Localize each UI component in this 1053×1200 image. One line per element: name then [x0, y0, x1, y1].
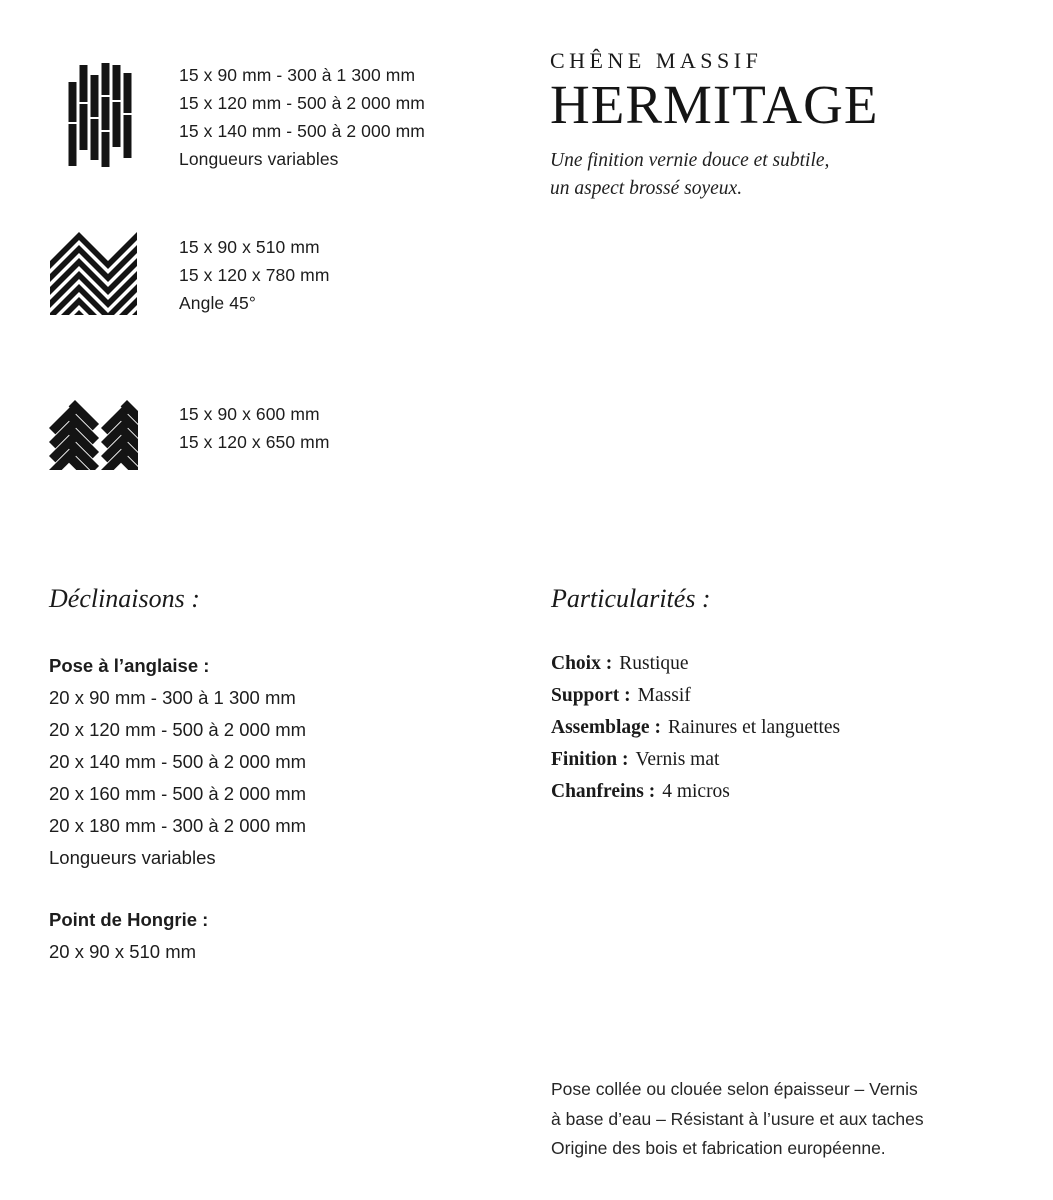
dimension-line: 20 x 180 mm - 300 à 2 000 mm	[49, 815, 307, 836]
particularite-label: Support :	[551, 685, 631, 706]
particularite-label: Finition :	[551, 749, 629, 770]
chevron-parquet-icon	[50, 228, 137, 315]
spec-line: Angle 45°	[179, 293, 256, 313]
format-chevron-specs	[179, 233, 330, 317]
product-name: HERMITAGE	[550, 74, 879, 135]
particularite-value: Rustique	[619, 653, 689, 674]
tagline-line: un aspect brossé soyeux.	[550, 178, 743, 199]
point-de-hongrie-block	[49, 904, 208, 968]
spec-line: 15 x 90 x 600 mm	[179, 404, 320, 424]
particularite-value: Massif	[637, 685, 691, 706]
pose-anglaise-title: Pose à l’anglaise :	[49, 655, 210, 676]
particularite-value: 4 micros	[662, 781, 730, 802]
particularite-row	[551, 680, 840, 712]
spec-line: Longueurs variables	[179, 149, 339, 169]
particularites-rows	[551, 648, 840, 808]
dimension-line: 20 x 120 mm - 500 à 2 000 mm	[49, 719, 307, 740]
particularites-heading: Particularités :	[551, 584, 711, 613]
particularite-row	[551, 776, 840, 808]
particularite-value: Rainures et languettes	[667, 717, 841, 738]
tagline-line: Une finition vernie douce et subtile,	[550, 150, 830, 171]
spec-line: 15 x 90 mm - 300 à 1 300 mm	[179, 65, 416, 85]
particularite-label: Choix :	[551, 653, 613, 674]
particularite-label: Chanfreins :	[551, 781, 656, 802]
spec-line: 15 x 140 mm - 500 à 2 000 mm	[179, 121, 425, 141]
random-length-planks-icon	[68, 60, 132, 170]
particularite-row	[551, 648, 840, 680]
footer-line: Pose collée ou clouée selon épaisseur – Vernis	[551, 1079, 918, 1099]
footer-line: à base d’eau – Résistant à l’usure et aux taches	[551, 1108, 924, 1129]
dimension-line: Longueurs variables	[49, 847, 216, 868]
declinaisons-heading: Déclinaisons :	[49, 584, 200, 613]
footer-note	[551, 1075, 924, 1164]
dimension-line: 20 x 90 x 510 mm	[49, 941, 197, 962]
dimension-line: 20 x 160 mm - 500 à 2 000 mm	[49, 783, 307, 804]
product-tagline	[550, 147, 878, 203]
brand-block	[550, 48, 878, 203]
product-kicker: CHÊNE MASSIF	[550, 48, 763, 73]
format-random-planks-specs	[179, 61, 425, 173]
particularite-row	[551, 744, 840, 776]
particularite-row	[551, 712, 840, 744]
format-herringbone-specs	[179, 400, 330, 456]
pose-anglaise-block	[49, 650, 306, 874]
dimension-line: 20 x 140 mm - 500 à 2 000 mm	[49, 751, 307, 772]
point-de-hongrie-title: Point de Hongrie :	[49, 909, 209, 930]
particularite-value: Vernis mat	[635, 749, 720, 770]
particularite-label: Assemblage :	[551, 717, 661, 738]
spec-line: 15 x 120 mm - 500 à 2 000 mm	[179, 93, 425, 113]
dimension-line: 20 x 90 mm - 300 à 1 300 mm	[49, 687, 296, 708]
herringbone-parquet-icon	[48, 388, 138, 470]
footer-line: Origine des bois et fabrication européenne.	[551, 1138, 886, 1158]
spec-line: 15 x 90 x 510 mm	[179, 237, 320, 257]
spec-line: 15 x 120 x 780 mm	[179, 265, 330, 285]
spec-line: 15 x 120 x 650 mm	[179, 432, 330, 452]
